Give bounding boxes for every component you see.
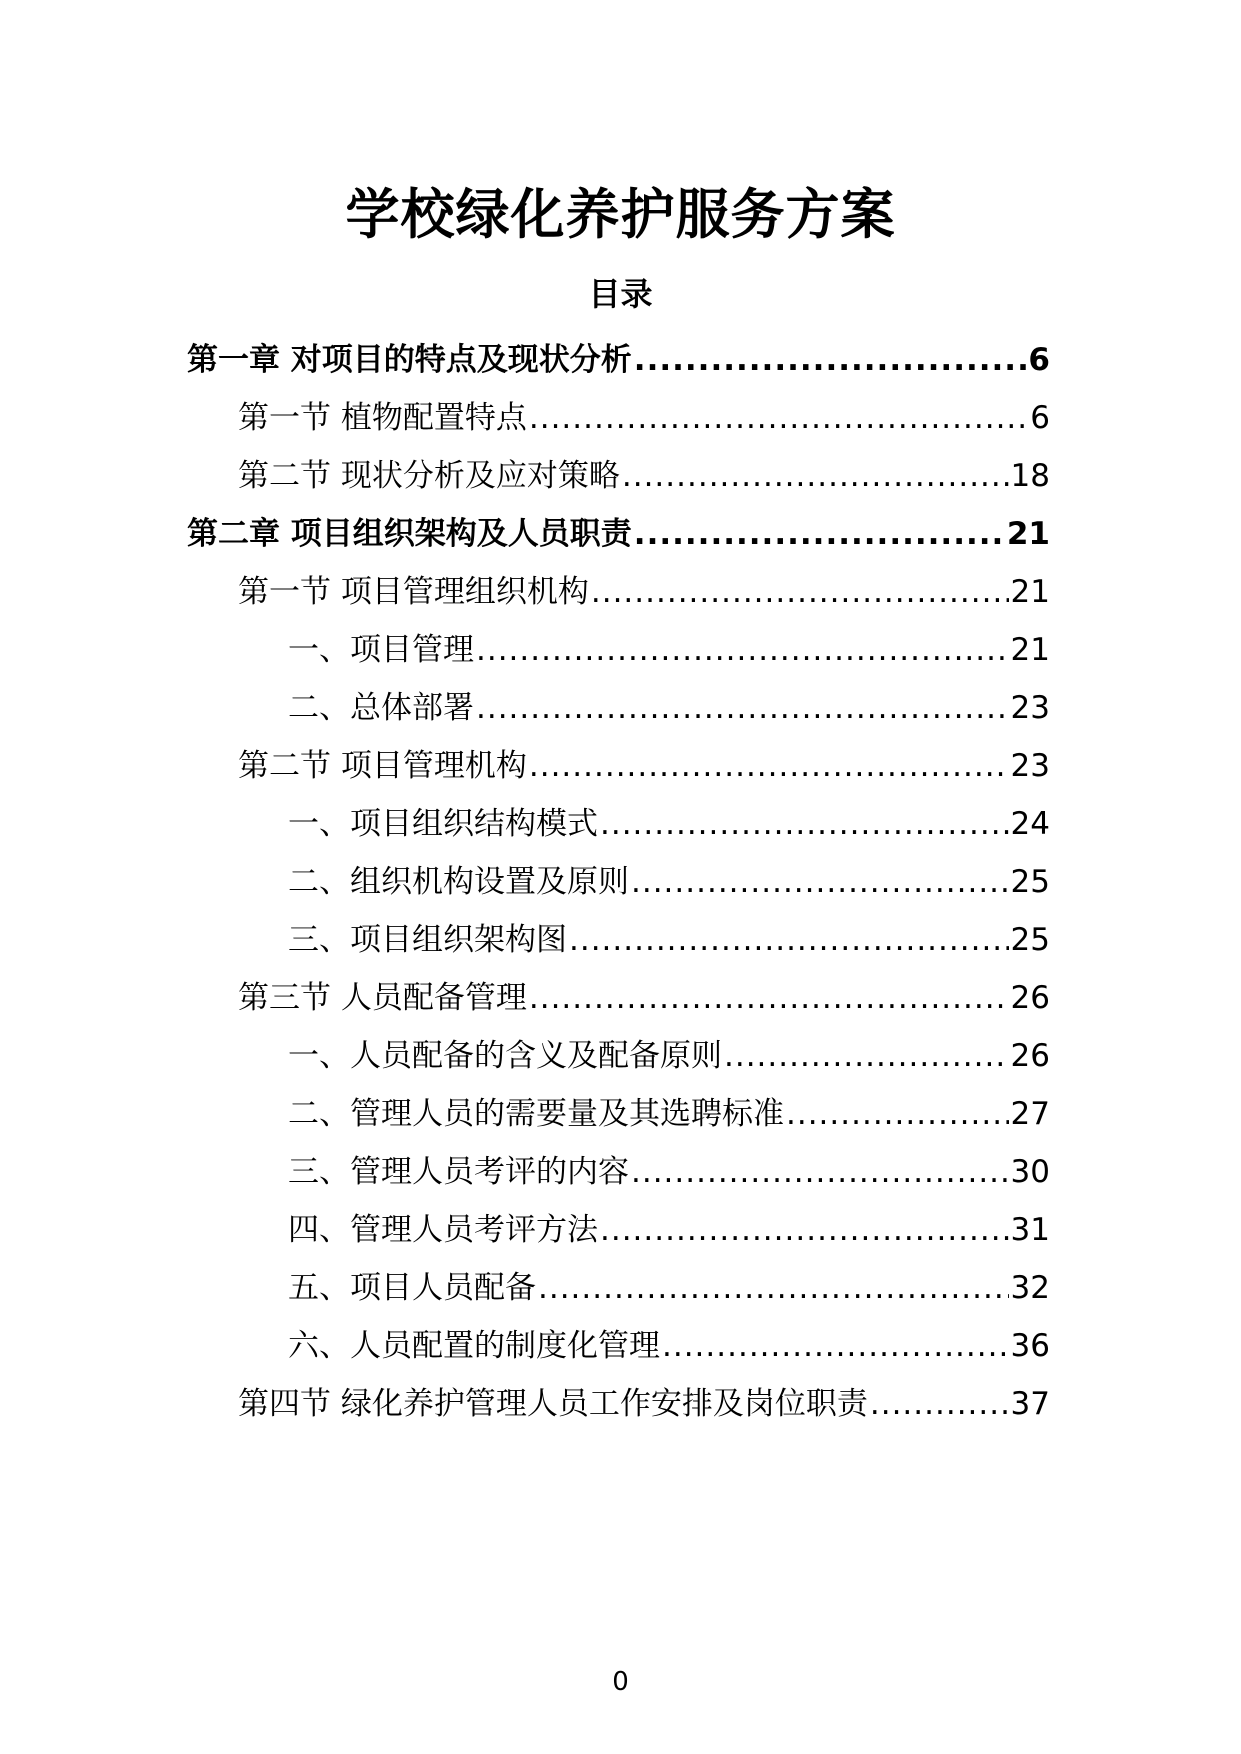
toc-dot-leader: [476, 628, 1009, 672]
toc-dot-leader: [631, 1150, 1009, 1194]
toc-entry-page: 23: [1010, 748, 1050, 784]
toc-dot-leader: [786, 1092, 1009, 1136]
toc-entry[interactable]: [288, 852, 1050, 904]
toc-entry-label: 二、管理人员的需要量及其选聘标准: [288, 1096, 784, 1132]
toc-entry-label: 第二节 现状分析及应对策略: [238, 458, 620, 494]
toc-heading: 目录: [588, 275, 653, 313]
toc-dot-leader: [622, 454, 1009, 498]
toc-entry-page: 37: [1010, 1386, 1050, 1422]
toc-entry-page: 26: [1010, 980, 1050, 1016]
toc-entry-page: 27: [1010, 1096, 1050, 1132]
toc-dot-leader: [529, 396, 1028, 440]
toc-entry-label: 二、组织机构设置及原则: [288, 864, 629, 900]
toc-entry[interactable]: [238, 562, 1050, 614]
toc-entry-label: 第三节 人员配备管理: [238, 980, 527, 1016]
toc-entry-label: 二、总体部署: [288, 690, 474, 726]
toc-entry-page: 21: [1010, 574, 1050, 610]
toc-entry-label: 六、人员配置的制度化管理: [288, 1328, 660, 1364]
toc-entry-label: 三、管理人员考评的内容: [288, 1154, 629, 1190]
toc-dot-leader: [538, 1266, 1009, 1310]
toc-entry[interactable]: [238, 446, 1050, 498]
toc-entry[interactable]: [238, 968, 1050, 1020]
toc-dot-leader: [600, 802, 1009, 846]
toc-entry-chapter-1[interactable]: [187, 330, 1050, 382]
toc-entry[interactable]: [288, 678, 1050, 730]
toc-dot-leader: [870, 1382, 1009, 1426]
toc-entry-label: 第一章 对项目的特点及现状分析: [187, 342, 632, 378]
toc-entry[interactable]: [288, 1026, 1050, 1078]
toc-dot-leader: [476, 686, 1009, 730]
toc-entry-label: 五、项目人员配备: [288, 1270, 536, 1306]
toc-dot-leader: [631, 860, 1009, 904]
toc-dot-leader: [529, 976, 1009, 1020]
toc-entry[interactable]: [288, 1316, 1050, 1368]
toc-entry-label: 一、项目组织结构模式: [288, 806, 598, 842]
toc-entry-page: 23: [1010, 690, 1050, 726]
toc-entry-label: 第二节 项目管理机构: [238, 748, 527, 784]
toc-entry[interactable]: [238, 388, 1050, 440]
toc-entry[interactable]: [288, 910, 1050, 962]
toc-dot-leader: [591, 570, 1009, 614]
toc-entry[interactable]: [288, 1084, 1050, 1136]
toc-entry-page: 24: [1010, 806, 1050, 842]
toc-entry-label: 一、人员配备的含义及配备原则: [288, 1038, 722, 1074]
toc-entry[interactable]: [238, 736, 1050, 788]
toc-entry[interactable]: [288, 1200, 1050, 1252]
toc-dot-leader: [662, 1324, 1009, 1368]
toc-entry-page: 36: [1010, 1328, 1050, 1364]
toc-entry[interactable]: [288, 620, 1050, 672]
toc-dot-leader: [529, 744, 1009, 788]
toc-entry-page: 31: [1010, 1212, 1050, 1248]
toc-entry-label: 第四节 绿化养护管理人员工作安排及岗位职责: [238, 1386, 868, 1422]
toc-dot-leader: [634, 338, 1027, 382]
toc-entry-page: 21: [1006, 516, 1050, 552]
document-title: 学校绿化养护服务方案: [345, 183, 896, 246]
toc-entry-chapter-2[interactable]: [187, 504, 1050, 556]
page-number: 0: [612, 1667, 629, 1697]
toc-entry-page: 25: [1010, 864, 1050, 900]
toc-dot-leader: [634, 512, 1005, 556]
toc-entry-page: 30: [1010, 1154, 1050, 1190]
toc-entry-label: 三、项目组织架构图: [288, 922, 567, 958]
toc-entry-page: 32: [1010, 1270, 1050, 1306]
toc-entry-page: 25: [1010, 922, 1050, 958]
toc-entry[interactable]: [288, 1258, 1050, 1310]
toc-dot-leader: [724, 1034, 1009, 1078]
toc-entry-page: 26: [1010, 1038, 1050, 1074]
toc-entry[interactable]: [238, 1374, 1050, 1426]
toc-entry[interactable]: [288, 794, 1050, 846]
toc-entry[interactable]: [288, 1142, 1050, 1194]
toc-entry-label: 一、项目管理: [288, 632, 474, 668]
toc-entry-page: 6: [1028, 342, 1050, 378]
toc-entry-page: 18: [1010, 458, 1050, 494]
toc-entry-label: 第二章 项目组织架构及人员职责: [187, 516, 632, 552]
toc-entry-label: 第一节 项目管理组织机构: [238, 574, 589, 610]
toc-dot-leader: [600, 1208, 1009, 1252]
toc-dot-leader: [569, 918, 1009, 962]
toc-entry-page: 21: [1010, 632, 1050, 668]
toc-entry-label: 四、管理人员考评方法: [288, 1212, 598, 1248]
toc-entry-page: 6: [1030, 400, 1050, 436]
toc-entry-label: 第一节 植物配置特点: [238, 400, 527, 436]
